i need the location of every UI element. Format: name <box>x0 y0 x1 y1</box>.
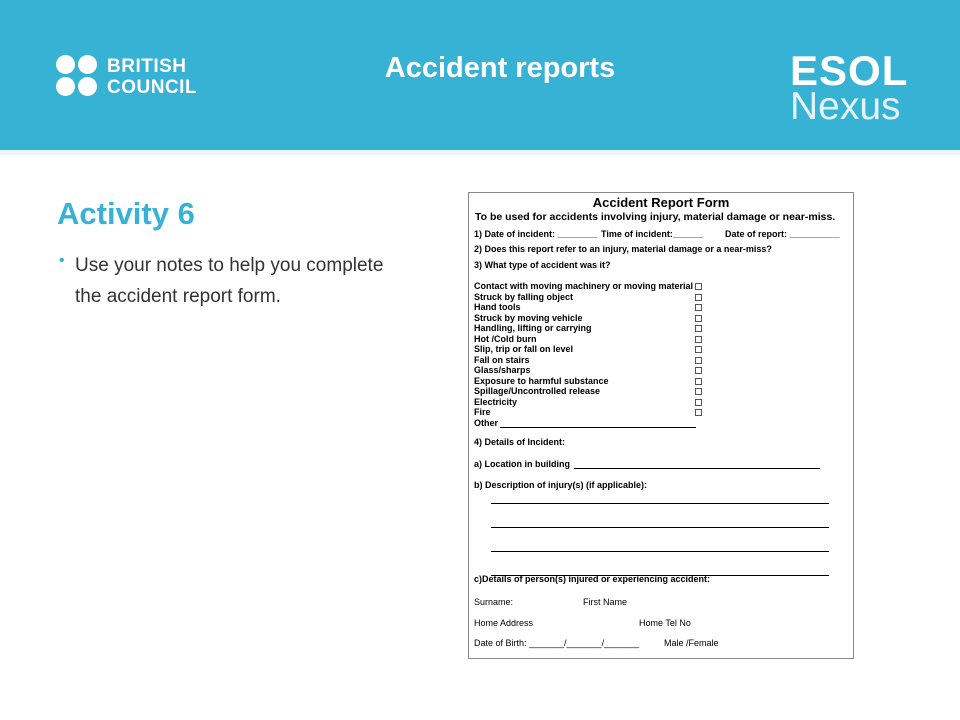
form-date-of-birth: Date of Birth: _______/_______/_______ <box>474 638 640 648</box>
checkbox-icon <box>695 388 702 395</box>
checkbox-icon <box>695 315 702 322</box>
checkbox-icon <box>695 378 702 385</box>
british-council-logo <box>56 55 236 101</box>
checkbox-icon <box>695 304 702 311</box>
description-line <box>491 551 829 552</box>
form-type-other: Other <box>474 417 499 428</box>
form-q4b: b) Description of injury(s) (if applicable): <box>474 480 648 490</box>
form-q2: 2) Does this report refer to an injury, material damage or a near-miss? <box>474 244 772 254</box>
form-q3: 3) What type of accident was it? <box>474 260 611 270</box>
british-council-dots-icon <box>56 55 100 99</box>
checkbox-icon <box>695 367 702 374</box>
british-council-wordmark: BRITISH COUNCIL <box>107 56 198 98</box>
form-type-item: Glass/sharps <box>474 365 531 375</box>
form-type-item: Fire <box>474 407 491 417</box>
form-subtitle: To be used for accidents involving injury, material damage or near-miss. <box>475 211 836 223</box>
location-underline <box>574 468 820 469</box>
form-q1-time: Time of incident:______ <box>601 229 703 239</box>
form-title: Accident Report Form <box>592 195 730 210</box>
checkbox-icon <box>695 346 702 353</box>
checkbox-icon <box>695 283 702 290</box>
form-type-item: Struck by moving vehicle <box>474 312 583 323</box>
form-type-item: Struck by falling object <box>474 291 574 302</box>
form-type-item: Hot /Cold burn <box>474 333 537 344</box>
form-type-item: Hand tools <box>474 302 521 312</box>
bullet-icon: • <box>59 252 65 269</box>
description-line <box>491 527 829 528</box>
form-type-item: Exposure to harmful substance <box>474 375 609 386</box>
checkbox-icon <box>695 357 702 364</box>
checkbox-icon <box>695 399 702 406</box>
description-line <box>491 503 829 504</box>
form-q4a: a) Location in building <box>474 459 570 469</box>
instruction-text: Use your notes to help you complete the accident report form. <box>75 255 384 307</box>
header-divider <box>0 150 960 155</box>
page-title: Accident reports <box>384 52 616 84</box>
form-home-address: Home Address <box>474 618 534 628</box>
checkbox-icon <box>695 294 702 301</box>
form-q1-report-date: Date of report: __________ <box>725 229 840 239</box>
accident-report-form-image <box>468 192 854 659</box>
form-first-name: First Name <box>583 597 628 607</box>
form-type-item: Fall on stairs <box>474 354 530 365</box>
form-type-item: Contact with moving machinery or moving material <box>474 281 694 291</box>
checkbox-icon <box>695 336 702 343</box>
form-q4: 4) Details of Incident: <box>474 437 566 447</box>
checkbox-icon <box>695 325 702 332</box>
form-surname: Surname: <box>474 597 514 607</box>
form-type-item: Slip, trip or fall on level <box>474 344 574 354</box>
activity-heading: Activity 6 <box>57 196 195 231</box>
form-type-item: Handling, lifting or carrying <box>474 323 592 333</box>
form-home-tel: Home Tel No <box>639 618 691 628</box>
form-type-item: Spillage/Uncontrolled release <box>474 386 601 396</box>
form-sex: Male /Female <box>664 638 719 648</box>
other-underline <box>500 427 696 428</box>
form-q4c: c)Details of person(s) injured or experiencing accident: <box>474 574 711 584</box>
checkbox-icon <box>695 409 702 416</box>
form-type-item: Electricity <box>474 396 518 407</box>
form-q1-date: 1) Date of incident: ________ <box>474 229 598 239</box>
